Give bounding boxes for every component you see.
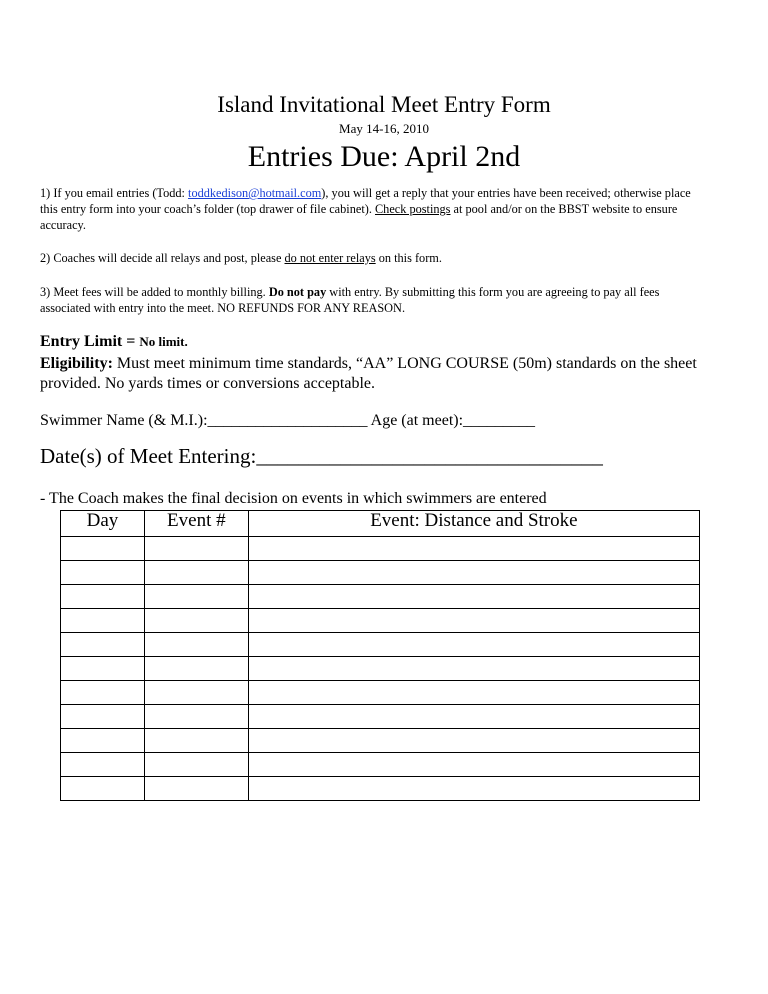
event-number-column-header: Event # (144, 511, 248, 537)
day-cell[interactable] (61, 753, 145, 777)
coach-note: - The Coach makes the final decision on events in which swimmers are entered (40, 490, 547, 507)
swimmer-name-label: Swimmer Name (& M.I.): (40, 412, 208, 429)
age-field[interactable]: _________ (463, 412, 536, 429)
table-row (61, 777, 700, 801)
table-row (61, 561, 700, 585)
day-cell[interactable] (61, 609, 145, 633)
table-row (61, 585, 700, 609)
event-number-cell[interactable] (144, 657, 248, 681)
note-text: ), you will get a reply that your entries have been received; otherwise place this entry form into your coach’s folder (top drawer of file cabinet). (40, 186, 691, 216)
event-number-cell[interactable] (144, 633, 248, 657)
eligibility-text: Must meet minimum time standards, “AA” LONG COURSE (50m) standards on the sheet provided. No yards times or conversions acceptable. (40, 355, 697, 392)
event-number-cell[interactable] (144, 585, 248, 609)
events-table-header (61, 511, 700, 537)
event-description-cell[interactable] (248, 681, 699, 705)
table-row (61, 609, 700, 633)
day-cell[interactable] (61, 633, 145, 657)
note-text: 1) If you email entries (Todd: (40, 186, 189, 200)
age-label: Age (at meet): (367, 412, 464, 429)
day-cell[interactable] (61, 585, 145, 609)
day-cell[interactable] (61, 705, 145, 729)
event-description-cell[interactable] (248, 633, 699, 657)
swimmer-name-field[interactable]: ____________________ (207, 412, 368, 429)
day-cell[interactable] (61, 729, 145, 753)
note-email-entries (40, 185, 700, 233)
note-text: 3) Meet fees will be added to monthly billing. (40, 285, 269, 299)
event-number-cell[interactable] (144, 729, 248, 753)
note-text: at pool and/or on the BBST website to ensure accuracy. (40, 202, 678, 232)
event-description-cell[interactable] (248, 585, 699, 609)
email-link[interactable]: toddkedison@hotmail.com (188, 186, 322, 200)
table-row (61, 705, 700, 729)
event-number-cell[interactable] (144, 561, 248, 585)
table-row (61, 729, 700, 753)
do-not-pay-text: Do not pay (268, 285, 327, 299)
event-description-cell[interactable] (248, 753, 699, 777)
day-cell[interactable] (61, 681, 145, 705)
table-row (61, 657, 700, 681)
table-row (61, 537, 700, 561)
event-description-cell[interactable] (248, 657, 699, 681)
entry-limit-value: No limit. (139, 334, 188, 349)
event-description-cell[interactable] (248, 705, 699, 729)
meet-dates-field[interactable]: _________________________________ (256, 444, 603, 468)
meet-date: May 14-16, 2010 (339, 121, 429, 136)
event-number-cell[interactable] (144, 609, 248, 633)
entry-limit-label: Entry Limit = (40, 333, 140, 350)
entries-due-heading: Entries Due: April 2nd (247, 140, 521, 173)
form-title: Island Invitational Meet Entry Form (217, 92, 551, 117)
day-cell[interactable] (61, 561, 145, 585)
events-table (60, 510, 700, 801)
event-number-cell[interactable] (144, 753, 248, 777)
event-number-cell[interactable] (144, 705, 248, 729)
entry-limit (40, 333, 188, 351)
day-cell[interactable] (61, 657, 145, 681)
eligibility (40, 354, 700, 394)
day-column-header: Day (61, 511, 145, 537)
do-not-enter-relays-text: do not enter relays (284, 251, 376, 265)
day-cell[interactable] (61, 777, 145, 801)
table-row (61, 633, 700, 657)
check-postings-text: Check postings (374, 202, 451, 216)
note-relays (40, 250, 700, 266)
event-description-cell[interactable] (248, 561, 699, 585)
note-meet-fees (40, 284, 700, 316)
eligibility-label: Eligibility: (40, 355, 113, 372)
note-text: on this form. (375, 251, 442, 265)
swimmer-name-line (40, 412, 535, 430)
event-number-cell[interactable] (144, 681, 248, 705)
note-text: 2) Coaches will decide all relays and post, please (40, 251, 285, 265)
event-description-cell[interactable] (248, 537, 699, 561)
meet-dates-line (40, 444, 603, 469)
event-number-cell[interactable] (144, 777, 248, 801)
event-description-column-header: Event: Distance and Stroke (248, 511, 699, 537)
event-number-cell[interactable] (144, 537, 248, 561)
day-cell[interactable] (61, 537, 145, 561)
event-description-cell[interactable] (248, 729, 699, 753)
meet-dates-label: Date(s) of Meet Entering: (40, 444, 257, 468)
table-row (61, 681, 700, 705)
event-description-cell[interactable] (248, 777, 699, 801)
note-text: with entry. By submitting this form you are agreeing to pay all fees associated with entry into the meet. NO REFUNDS FOR ANY REASON. (40, 285, 660, 315)
event-description-cell[interactable] (248, 609, 699, 633)
table-row (61, 753, 700, 777)
